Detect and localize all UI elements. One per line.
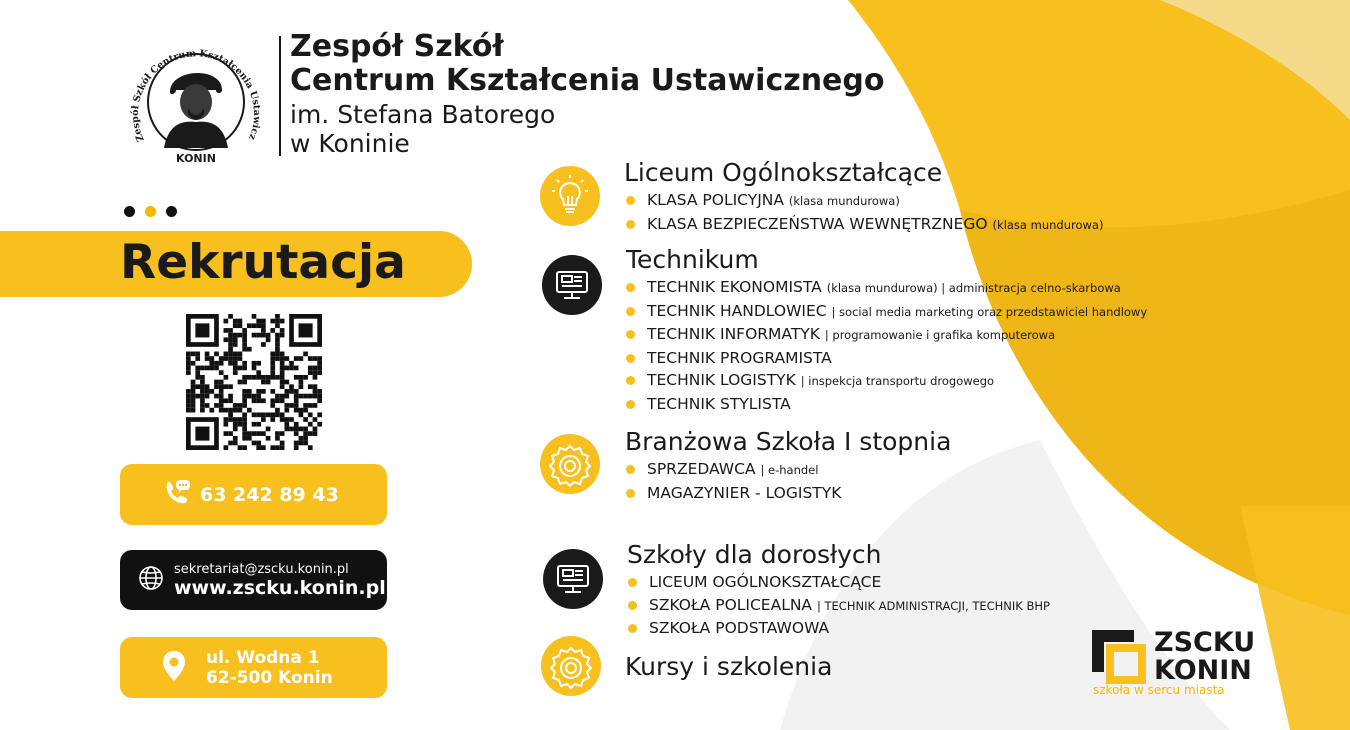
website-link[interactable]: www.zscku.konin.pl xyxy=(174,576,386,599)
section-title-branzowa: Branżowa Szkoła I stopnia xyxy=(625,427,952,456)
list-item: TECHNIK INFORMATYK | programowanie i grafika komputerowa xyxy=(624,323,1147,347)
section-list-technikum xyxy=(624,276,1147,415)
school-patron: im. Stefana Batorego w Koninie xyxy=(290,100,556,158)
brand-logo xyxy=(1090,627,1256,697)
decorative-dots xyxy=(124,206,177,217)
address-button[interactable] xyxy=(120,637,387,698)
brand-line2: KONIN xyxy=(1154,655,1252,686)
computer-icon xyxy=(543,549,603,609)
gear-icon xyxy=(540,434,600,494)
address-street: ul. Wodna 1 xyxy=(206,647,320,668)
list-item: KLASA BEZPIECZEŃSTWA WEWNĘTRZNEGO (klasa mundurowa) xyxy=(624,213,1103,237)
section-list-branzowa xyxy=(624,458,841,504)
list-item: SZKOŁA PODSTAWOWA xyxy=(626,617,1050,640)
globe-icon xyxy=(138,565,164,595)
phone-button[interactable] xyxy=(120,464,387,525)
computer-icon xyxy=(542,255,602,315)
list-item: TECHNIK HANDLOWIEC | social media marketing oraz przedstawiciel handlowy xyxy=(624,300,1147,324)
qr-code[interactable] xyxy=(186,314,322,450)
list-item: TECHNIK PROGRAMISTA xyxy=(624,347,1147,370)
address-city: 62-500 Konin xyxy=(206,667,333,688)
section-list-liceum xyxy=(624,189,1103,236)
email-link[interactable]: sekretariat@zscku.konin.pl xyxy=(174,561,349,577)
brand-tagline: szkoła w sercu miasta xyxy=(1093,683,1225,697)
header-divider xyxy=(279,36,281,156)
section-title-dorosli: Szkoły dla dorosłych xyxy=(627,540,882,569)
list-item: TECHNIK STYLISTA xyxy=(624,393,1147,416)
list-item: MAGAZYNIER - LOGISTYK xyxy=(624,482,841,505)
section-title-technikum: Technikum xyxy=(626,245,759,274)
list-item: LICEUM OGÓLNOKSZTAŁCĄCE xyxy=(626,571,1050,594)
lightbulb-icon xyxy=(540,166,600,226)
brand-line1: ZSCKU xyxy=(1154,627,1256,658)
recruitment-banner xyxy=(0,231,472,297)
school-seal-logo xyxy=(118,30,270,170)
phone-number: 63 242 89 43 xyxy=(200,483,339,506)
website-button[interactable] xyxy=(120,550,387,610)
school-name: Zespół Szkół Centrum Kształcenia Ustawicznego xyxy=(290,29,885,98)
list-item: TECHNIK EKONOMISTA (klasa mundurowa) | administracja celno-skarbowa xyxy=(624,276,1147,300)
brand-mark-icon xyxy=(1090,628,1150,688)
section-title-liceum: Liceum Ogólnokształcące xyxy=(624,158,943,187)
section-title-kursy: Kursy i szkolenia xyxy=(625,652,833,681)
list-item: TECHNIK LOGISTYK | inspekcja transportu drogowego xyxy=(624,369,1147,393)
section-list-dorosli xyxy=(626,571,1050,640)
list-item: SZKOŁA POLICEALNA | TECHNIK ADMINISTRACJI, TECHNIK BHP xyxy=(626,594,1050,618)
recruitment-label: Rekrutacja xyxy=(120,235,406,290)
seal-city: KONIN xyxy=(176,152,216,165)
phone-icon xyxy=(162,478,192,512)
list-item: KLASA POLICYJNA (klasa mundurowa) xyxy=(624,189,1103,213)
seal-text: Zespół Szkół Centrum Kształcenia Ustawicz xyxy=(129,48,263,144)
location-pin-icon xyxy=(162,650,186,686)
gear-icon xyxy=(541,636,601,696)
list-item: SPRZEDAWCA | e-handel xyxy=(624,458,841,482)
